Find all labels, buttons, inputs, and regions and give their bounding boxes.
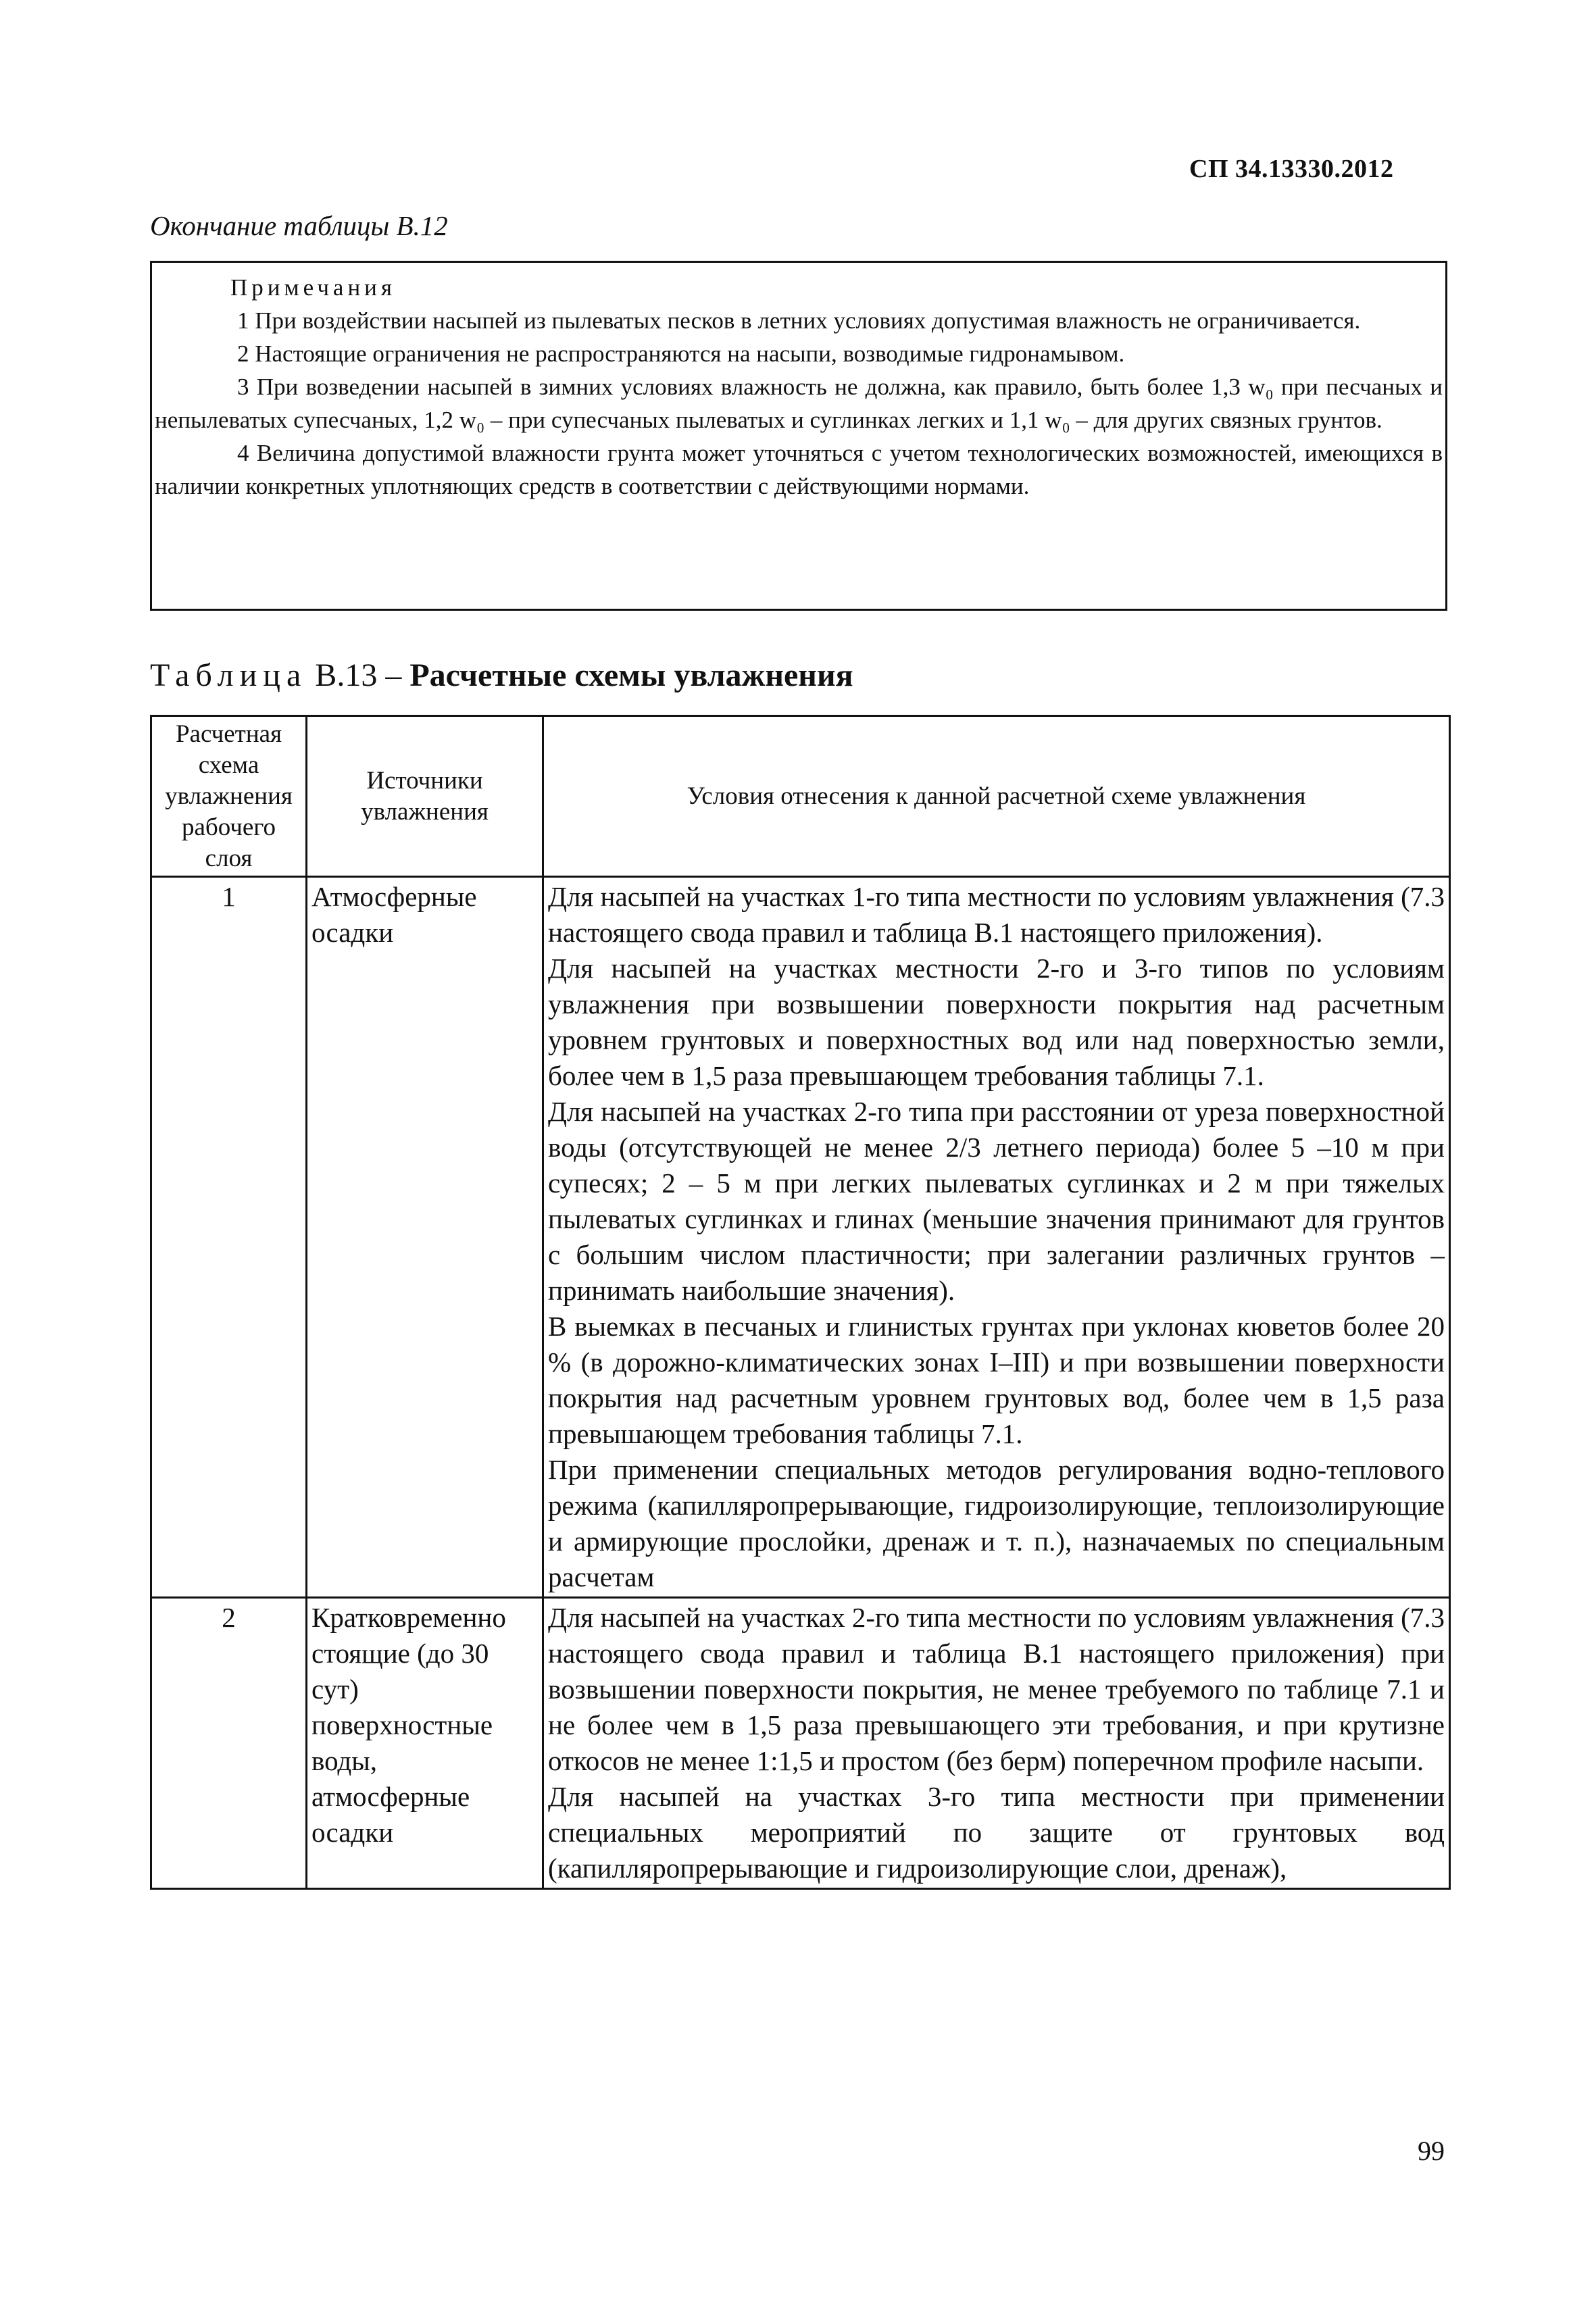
header-conditions: Условия отнесения к данной расчетной схеме увлажнения <box>543 716 1450 877</box>
condition-paragraph: Для насыпей на участках 3-го типа местности при применении специальных мероприятий по защите от грунтовых вод (капилляропрерывающие и гидроизолирующие слои, дренаж), <box>548 1781 1445 1884</box>
notes-box <box>150 261 1447 611</box>
note-item: 2 Настоящие ограничения не распространяются на насыпи, возводимые гидронамывом. <box>237 341 1125 367</box>
scheme-number: 2 <box>151 1598 307 1889</box>
conditions-cell <box>543 877 1450 1598</box>
condition-paragraph: Для насыпей на участках 2-го типа местности по условиям увлажнения (7.3 настоящего свода правил и таблица В.1 настоящего приложения) при возвышении поверхности покрытия, не менее требуемого по таблице 7.1 и не более чем в 1,5 раза превышающего эти требования, и при крутизне откосов не менее 1:1,5 и простом (без берм) поперечном профиле насыпи. <box>548 1602 1445 1776</box>
table-title-prefix: Таблица <box>150 657 307 693</box>
header-source: Источники увлажнения <box>307 716 543 877</box>
table-continuation-title: Окончание таблицы В.12 <box>150 210 448 241</box>
condition-paragraph: Для насыпей на участках местности 2-го и 3-го типов по условиям увлажнения при возвышении поверхности покрытия над расчетным уровнем грунтовых и поверхностных вод или над поверхностью земли, более чем в 1,5 раза превышающем требования таблицы 7.1. <box>548 953 1445 1091</box>
note-item: 1 При воздействии насыпей из пылеватых песков в летних условиях допустимая влажность не ограничивается. <box>237 307 1361 334</box>
moisture-source: Кратковременно стоящие (до 30 сут) поверхностные воды, атмосферные осадки <box>307 1598 543 1889</box>
scheme-number: 1 <box>151 877 307 1598</box>
condition-paragraph: При применении специальных методов регулирования водно-теплового режима (капилляропрерывающие, гидроизолирующие, теплоизолирующие и армирующие прослойки, дренаж и т. п.), назначаемых по специальным расчетам <box>548 1454 1445 1592</box>
document-code: СП 34.13330.2012 <box>1189 155 1394 183</box>
table-row <box>151 1598 1450 1889</box>
table-title <box>150 657 853 694</box>
note-item: 4 Величина допустимой влажности грунта может уточняться с учетом технологических возможностей, имеющихся в наличии конкретных уплотняющих средств в соответствии с действующими нормами. <box>155 440 1443 499</box>
moisture-source: Атмосферные осадки <box>307 877 543 1598</box>
table-title-number: В.13 – <box>307 657 410 693</box>
notes-heading: Примечания <box>230 274 397 301</box>
page-number: 99 <box>1418 2136 1445 2166</box>
note-item: 3 При возведении насыпей в зимних условиях влажность не должна, как правило, быть более 1,3 w₀ при песчаных и непылеватых супесчаных, 1,2 w₀ – при супесчаных пылеватых и суглинках легких и 1,1 w₀ – для других связных грунтов. <box>155 374 1443 433</box>
condition-paragraph: В выемках в песчаных и глинистых грунтах при уклонах кюветов более 20 % (в дорожно-климатических зонах I–III) и при возвышении поверхности покрытия над расчетным уровнем грунтовых вод, более чем в 1,5 раза превышающем требования таблицы 7.1. <box>548 1311 1445 1449</box>
condition-paragraph: Для насыпей на участках 2-го типа при расстоянии от уреза поверхностной воды (отсутствующей не менее 2/3 летнего периода) более 5 –10 м при супесях; 2 – 5 м при легких пылеватых суглинках и 2 м при тяжелых пылеватых суглинках и глинах (меньшие значения принимают для грунтов с большим числом пластичности; при залегании различных грунтов – принимать наибольшие значения). <box>548 1096 1445 1306</box>
header-scheme: Расчетная схема увлажнения рабочего слоя <box>151 716 307 877</box>
conditions-cell <box>543 1598 1450 1889</box>
moisture-schemes-table <box>150 715 1451 1890</box>
table-row <box>151 877 1450 1598</box>
table-header-row <box>151 716 1450 877</box>
table-title-name: Расчетные схемы увлажнения <box>409 657 853 693</box>
condition-paragraph: Для насыпей на участках 1-го типа местности по условиям увлажнения (7.3 настоящего свода правил и таблица В.1 настоящего приложения). <box>548 881 1445 948</box>
